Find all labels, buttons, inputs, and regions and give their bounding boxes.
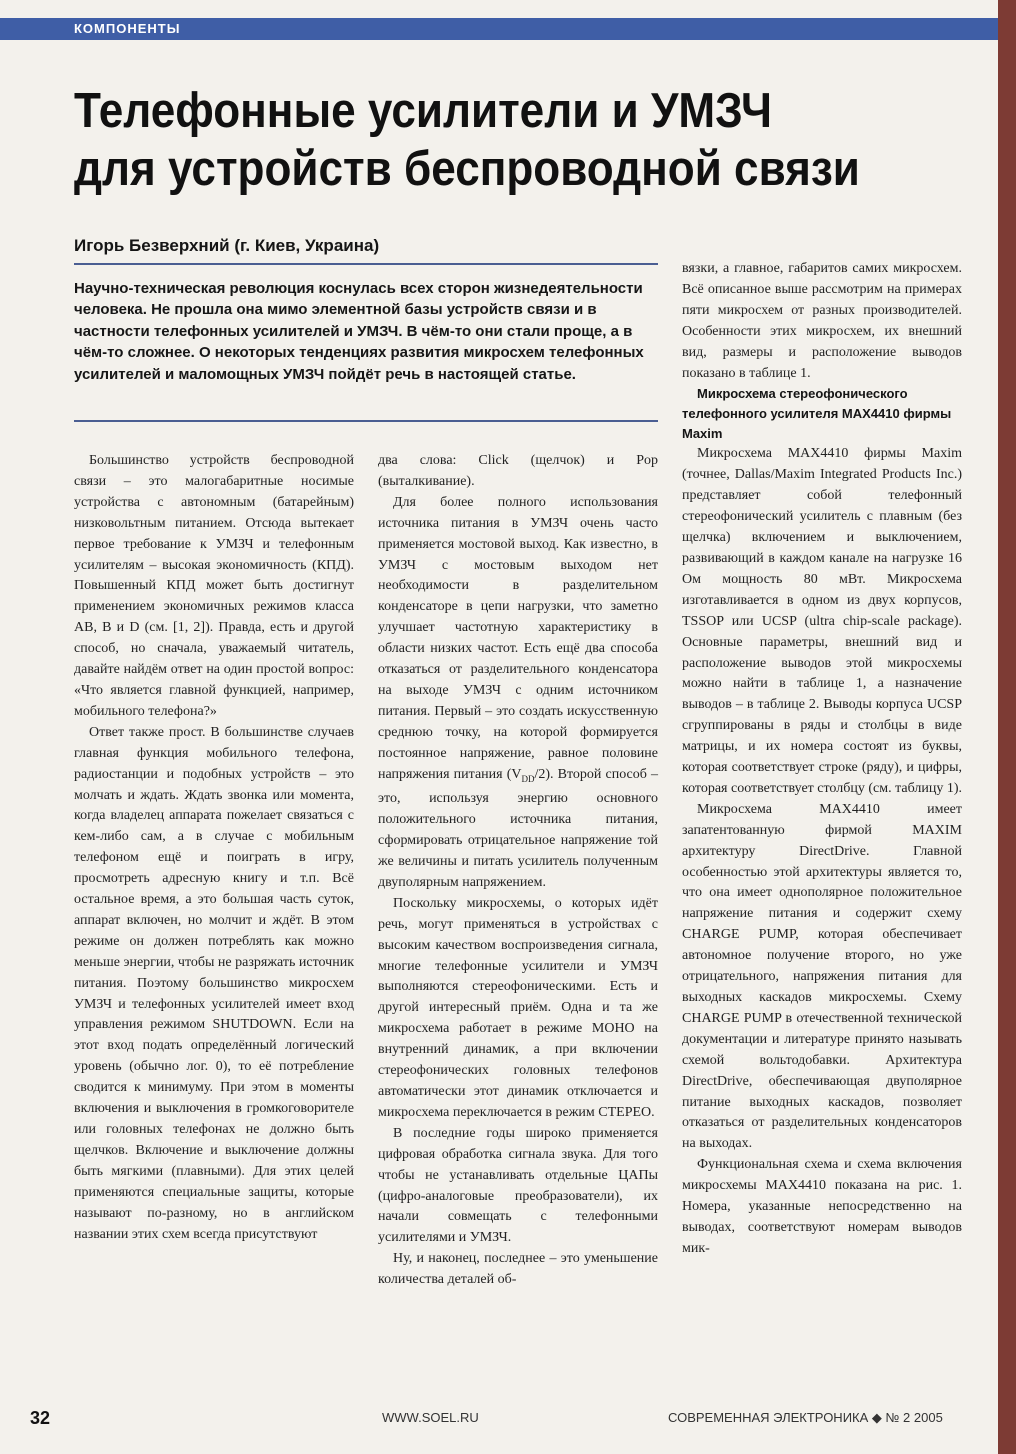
paragraph: Микросхема MAX4410 имеет запатентованную фирмой MAXIM архитектуру DirectDrive. Главной особенностью этой архитектуры является то, что она имеет однополярное положительное напряжение питания и содержит схему CHARGE PUMP, которая обеспечивает автономное получение второго, но уже отрицательного, напряжения питания для выходных каскадов микросхемы. Схему CHARGE PUMP в отечественной технической документации и литературе принято называть схемой вольтодобавки. Архитектура DirectDrive, обеспечивающая двуполярное питание выходных каскадов, позволяет отказаться от разделительных конденсаторов на выходах. [682, 801, 962, 1152]
lead-top-rule [74, 263, 658, 265]
paragraph: Функциональная схема и схема включения микросхемы MAX4410 показана на рис. 1. Номера, указанные непосредственно на выводах, соответствуют номерам выводов мик- [682, 1157, 962, 1256]
paragraph: Поскольку микросхемы, о которых идёт речь, могут применяться в устройствах с высоким качеством воспроизведения сигнала, многие телефонные усилители и УМЗЧ выполняются стереофоническими. Есть и другой интересный приём. Одна и та же микросхема работает в режиме МОНО на внутренний динамик, а при включении стереофонических головных телефонов автоматически этот динамик отключается и микросхема переключается в режим СТЕРЕО. [378, 895, 658, 1120]
paragraph: вязки, а главное, габаритов самих микросхем. Всё описанное выше рассмотрим на примерах пяти микросхем от разных производителей. Особенности этих микросхем, их внешний вид, размеры и расположение выводов показано в таблице 1. [682, 261, 962, 381]
page-number: 32 [30, 1408, 51, 1428]
paragraph: В последние годы широко применяется цифровая обработка сигнала звука. Для того чтобы не устанавливать отдельные ЦАПы (цифро-аналоговые преобразователи), их начали совмещать с телефонными усилителями и УМЗЧ. [378, 1125, 658, 1246]
article-title [74, 82, 866, 198]
paragraph: Микросхема MAX4410 фирмы Maxim (точнее, Dallas/Maxim Integrated Products Inc.) представляет собой телефонный стереофонический усилитель с плавным (без щелчка) включением и выключением, развивающий в каждом канале на нагрузке 16 Ом мощность 80 мВт. Микросхема изготавливается в одном из двух корпусов, TSSOP или UCSP (ultra chip-scale package). Основные параметры, внешний вид и расположение выводов этой микросхемы можно найти в таблице 1, а назначение выводов – в таблице 2. Выводы корпуса UCSP сгруппированы в ряды и столбцы в виде матрицы, и их номера состоят из буквы, которая соответствует строке (ряду), и цифры, которая соответствует столбцу (см. таблицу 1). [682, 446, 962, 796]
paragraph-text: Для более полного использования источника питания в УМЗЧ очень часто применяется мостовой выход. Как известно, в УМЗЧ с мостовым выходом нет необходимости в разделительном конденсаторе в цепи нагрузки, что заметно улучшает частотную характеристику в области низких частот. Есть ещё два способа отказаться от разделительного конденсатора на выходе УМЗЧ с одним источником питания. Первый – это создать искусственную среднюю точку, на которой формируется постоянное напряжение, равное половине напряжения питания [378, 494, 658, 782]
article-lead: Научно-техническая революция коснулась всех сторон жизнедеятельности человека. Не прошла она мимо элементной базы устройств связи и в частности телефонных усилителей и УМЗЧ. В чём-то они стали проще, а в чём-то сложнее. О некоторых тенденциях развития микросхем телефонных усилителей и маломощных УМЗЧ пойдёт речь в настоящей статье. [74, 280, 644, 383]
vdd-subscript: DD [521, 773, 535, 784]
paragraph-text: /2). Второй способ – это, используя энергию основного положительного источника питания, сформировать отрицательное напряжение той же величины и питать усилитель полученным двуполярным напряжением. [378, 766, 658, 890]
section-subheading: Микросхема стереофонического телефонного усилителя MAX4410 фирмы Maxim [682, 386, 952, 442]
title-line-1: Телефонные усилители и УМЗЧ [74, 84, 773, 138]
paragraph: Ну, и наконец, последнее – это уменьшение количества деталей об- [378, 1251, 658, 1288]
footer-site-url: WWW.SOEL.RU [382, 1410, 479, 1425]
text-column-3 [682, 259, 962, 1260]
paragraph: Большинство устройств беспроводной связи – это малогабаритные носимые устройства с автономным (батарейным) низковольтным питанием. Отсюда вытекает первое требование к УМЗЧ и телефонным усилителям – высокая экономичность (КПД). Повышенный КПД может быть достигнут применением экономичных режимов класса AB, B и D (см. [1, 2]). Правда, есть и другой способ, но сначала, уважаемый читатель, давайте найдём ответ на один простой вопрос: «Что является главной функцией, например, мобильного телефона?» [74, 453, 354, 719]
page-edge-stripe [998, 0, 1016, 1454]
text-column-2 [378, 451, 658, 1291]
paragraph: два слова: Click (щелчок) и Pop (выталкивание). [378, 453, 658, 489]
section-header-bar [0, 18, 998, 40]
paragraph: Ответ также прост. В большинстве случаев главная функция мобильного телефона, радиостанции и подобных устройств – это молчать и ждать. Ждать звонка или момента, когда владелец аппарата пожелает связаться с кем-либо сам, а в случае с мобильным телефоном ещё и поиграть в игру, просмотреть адресную книгу и т.п. Всё остальное время, а это большая часть суток, аппарат включен, но молчит и ждёт. В этом режиме он должен потреблять как можно меньше энергии, чтобы не разряжать источник питания. Поэтому большинство микросхем УМЗЧ и телефонных усилителей имеет вход управления режимом SHUTDOWN. Если на этот вход подать определённый логический уровень (обычно лог. 0), то её потребление сводится к минимуму. При этом в моменты включения и выключения в громкоговорителе или головных телефонах не должно быть щелчков. Включение и выключение должны быть мягкими (плавными). Для этих целей применяются специальные защиты, которые называют по-разному, но в английском названии этих схем всегда присутствуют [74, 724, 354, 1242]
vdd-symbol: (V [506, 766, 522, 782]
lead-bottom-rule [74, 420, 658, 422]
section-label: КОМПОНЕНТЫ [74, 21, 181, 36]
paragraph [378, 493, 658, 894]
title-line-2: для устройств беспроводной связи [74, 142, 860, 196]
text-column-1 [74, 451, 354, 1245]
article-author: Игорь Безверхний (г. Киев, Украина) [74, 236, 380, 255]
footer-journal-name: СОВРЕМЕННАЯ ЭЛЕКТРОНИКА ◆ № 2 2005 [668, 1410, 943, 1425]
